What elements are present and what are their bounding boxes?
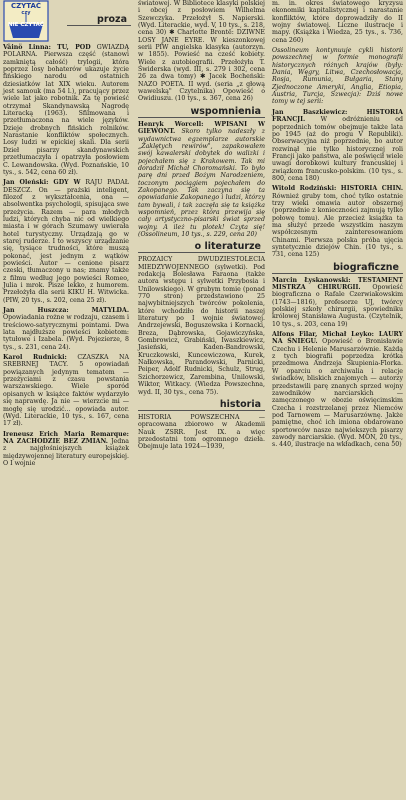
article-worcell xyxy=(138,121,265,239)
article-remarque xyxy=(3,431,129,468)
article-text: CZASZKA NA SREBRNEJ TACY. 5 opowiadań powiązanych jedynym tematem — przeżyciami z czasu powstania warszawskiego. Wiele sporód opisanych w książce faktów wydarzyło się naprawdę. Ja nie — wierzcie mi — mogłę się urodzić... opowiada autor. (Wyd. Literackie, 10 tys., s. 167, cena 17 zł). xyxy=(3,354,129,428)
article-lead: Jan Huszcza: MATYLDA. xyxy=(3,307,129,315)
article-text: m. in. okres światowego kryzysu ekonomiki kapitalistycznej i narastanie konfliktów, które doprowadziły do II wojny światowej. Liczne ilustracje i mapy. (Książka i Wiedza, 25 tys., s. 736, cena 260) xyxy=(272,0,403,44)
article-text: GWIAZDĄ POLARNA. Pierwsza część (stanowi zamkniętą całość) trylogii, która poprzez losy bohaterów ukazuje życie fińskiego narodu od ostatnich dziesiatków lat XIX wieku. Autorem jest samouk (ma 54 l.), pracujący przez wiele lat jako robotnik. Za tę powieść otrzymał Skandynawską Nagrodę Literacką (1963). Sfilmowana i przetłumaczona na wiele języków. Dzieje drobnych fińskich rolników. Narastanie konfliktów społecznych. Losy ludzi w epickiej skali. Dla serii Dzieł pisarzy skandynawskich przetłumaczyła i opatrzyła posłowiem C. Lewandowska. (Wyd. Poznańskie, 10 tys., s. 542, cena 60 zł). xyxy=(3,44,129,176)
article-text: Również gruby tom, choć tylko ostatnie trzy wieki omawia autor obszernej (poprzednie z konieczności zajmują tylko połowę tomu). Ale przecież książka ta ma służyć przede wszystkim naszym współczesnym zainteresowaniom Chinami. Pierwsza polska próba ujęcia syntetycznie dziejów Chin. (10 tys., s. 731, cena 125) xyxy=(272,192,403,259)
article-lead: Jan Oleński: GDY W xyxy=(3,179,81,187)
article-lead: Marcin Łyskanowski: TESTAMENT MISTRZA CHIRURGII. xyxy=(272,276,403,292)
article-baszkiewicz xyxy=(272,109,403,182)
article-rudnicki xyxy=(3,354,129,427)
article-linna xyxy=(3,44,129,176)
article-lead: Alfons Filar, Michał Leyko: LAURY NA ŚNIEGU. xyxy=(272,331,403,346)
section-heading-proza xyxy=(67,13,131,26)
article-text: HISTORIA POWSZECHNA — opracowana zbiorowo w Akademii Nauk ZSRR. Jest IX. a więc przedostatni tom ogromnego dzieła. Obejmuje lata 1924—1939, xyxy=(138,413,265,451)
section-heading-o-literaturze xyxy=(138,240,265,253)
article-ossolineum xyxy=(272,47,403,106)
article-historia-powszechna xyxy=(138,414,265,451)
article-olenski xyxy=(3,179,129,304)
section-label: wspomnienia xyxy=(190,105,261,117)
article-huszcza xyxy=(3,307,129,351)
article-lead: Väinö Linna: TU, POD xyxy=(3,44,91,51)
column-middle xyxy=(138,0,265,451)
section-label: o literaturze xyxy=(194,241,261,253)
section-heading-historia xyxy=(138,398,265,411)
article-text: światowej. W Bibliotece klasyki polskiej i obcej z posłowiem Wilhelma Szewczyka. Przełożył S. Napierski. (Wyd. Literackie, wyd. V, 10 tys., s. 218, cena 30) ✱ Charlotte Brontë: DZIWNE LOSY JANE EYRE. W kieszonkowej serii PIW angielska klasyka (autorzyn. w 1855). Powieść na cześć kobiety. Wiele z autobiografii. Przełożyła T. Świderska (wyd. III, s. 279 i 302, cena 26 za dwa tomy) ✱ Jacek Bocheński: NAZO POETA. II wyd. (seria „z głową wawelską" Czytelnika) Opowieść o Owidiuszu. (10 tys., s. 367, cena 26) xyxy=(138,0,265,103)
logo-line3: NIE CZYTAĆ xyxy=(8,22,44,28)
logo-text xyxy=(6,2,46,29)
column-right xyxy=(272,0,403,449)
article-text: Skoro tylko nadeszły z wydawnictwa egzemplarze autorskie „Zaklętych rewirów", zapakowałem swój kawalerski dobytek do walizki i pojechałem się z Krakowem. Tak mi doradził Michał Choromański. To było parę dni przed Bożym Narodzeniem, toczonym pociągiem pojechałem do Zakopanego. Tak zaczyna się ta opowiadanie Zakopanego i ludzi, którzy tam bywali, i tak zaczęła się ta książka wspomnień, przez która przewija się cały artystyczno-pisarski świat sprzed wojny. A ileż tu plotek! Czyta się! (Ossolineum, 10 tys., s. 229, cena 20) xyxy=(138,128,265,238)
article-text: RAJU PADAŁ DESZCZ. On — prażski inteligent, filozof z wykształcenia, ona — absolwentka psychologii, spisująca swe przeżycia. Razem — para młodych ludzi, których chyba nic od wielkiego miasta i w górach Szumawy uwierała hotel turystyczny. Urządzają go w starej ruderze. I to wszyscy urządzanie się, tysiące trudności, które muszą pokonać, jest jednym z wątków powieści. Autor — cenione pisarz czeski, tłumaczony u nas; znamy także z filmu według jego powieści Romeo, Julia i mrok. Pisze lekko, z humorem. Przełożyła dla serii KIKU H. Witwicka. (PIW, 20 tys., s. 202, cena 25 zł). xyxy=(3,179,129,304)
article-lyskanowski xyxy=(272,277,403,328)
article-lead: Witold Rodziński: HISTORIA CHIN. xyxy=(272,185,403,193)
article-historia-cont xyxy=(272,0,403,44)
article-lead: Ossolineum kontynuuje cykli historii powszechnej w formie monografii historycznych różnych krajów (były: Dania, Węgry, Litwa, Czechosłowacja, Rosja, Rumunia, Bułgaria, Stany Zjednoczone Ameryki, Anglia, Etiopia, Austria, Turcja, Szwecja): Dziś nowe tomy w tej serii: xyxy=(272,47,403,106)
article-text: PROZAICY DWUDZIESTOLECIA MIEDZYWOJENNEGO (sylwetki). Pod redakcją Bolesława Faraona (także autora wstępu i sylwetki Przybosia i Unilowskiego). W grubym tomie (ponad 770 stron) przedstawiono 25 najwybitniejszych twórców pokolenia, które wchodziło do historii naszej literatury po I wojnie światowej. Andrzejewski, Boguszewska i Kornacki, Breza, Dąbrowska, Gojawiczyńska, Gombrowicz, Grabiński, Iwaszkiewicz, Jasieński, Kaden-Bandrowski, Kruczkowski, Kuncewiczowa, Kurek, Nałkowska, Parandowski, Parnicki, Peiper, Adolf Rudnicki, Schulz, Strug, Szichorzewicz, Zarembina, Unilowski, Wiktor, Witkacy. (Wiedza Powszechna, wyd. II, 30 tys., cena 75). xyxy=(138,256,265,396)
article-filar-leyko xyxy=(272,331,403,449)
article-text: Opowieść o Bronisławie Czechu i Helenie Marusarzównie. Każdą z tych biografii poprzedza krótka przedmowa Andrzeja Skupienia-Florka. W oparciu o archiwalia i relacje świadków, bliskich znajomych — autorzy przedstawili parę znanych sprzed wojny zawodników narciarskich — zamęczonego w obozie oświęcimskim Czecha i rozstrzelanej przez Niemców pod Tarnowem — Marusarzównę. Jakże pamiętne, choć ich imiona obdarowano sportowców nasze najwiekszych pisarzy zawody narciarskie. (Wyd. MON, 20 tys., s. 440, ilustracje na wkładkach, cena 50) xyxy=(272,338,403,449)
section-label: proza xyxy=(97,14,127,25)
article-text: Jedna z najgłośniejszych książek międzywojennej literatury europejskiej. O I wojnie xyxy=(3,437,129,467)
article-prozaicy xyxy=(138,256,265,396)
logo-line1: CZYTAĆ xyxy=(10,2,42,10)
article-text: Opowiadania rożne w rodzaju, czasem i treściowo-satyrycznymi pointami. Dwa lata najdłuższe powieści kobietom: tytułowe i Izabela. (Wyd. Pojezierze, 8 tys., s. 231, cena 24). xyxy=(3,314,129,351)
section-heading-biograficzne xyxy=(272,261,403,274)
article-lead: Ireneusz Erich Maria Remarque: NA ZACHODZIE BEZ ZMIAN. xyxy=(3,430,129,445)
column-left-body xyxy=(3,44,129,467)
section-label: biograficzne xyxy=(333,261,399,273)
article-lead: Karol Rudnicki: xyxy=(3,354,67,362)
logo-line2: czy xyxy=(21,10,31,16)
article-rodzinski xyxy=(272,185,403,258)
article-lead: Henryk Worcell: WPISANI W GIEWONT. xyxy=(138,120,265,136)
article-text: Opowieść biograficzna o Rafale Czerwiakowskim (1743—1816), profesorze UJ, twórcy polskiej szkoły chirurgii, spowiedniku królowej Stanisława Augusta. (Czytelnik, 10 tys., s. 203, cena 19) xyxy=(272,284,403,328)
section-heading-wspomnienia xyxy=(138,105,265,118)
article-lead: Jan Baszkiewicz: HISTORIA FRANCJI. xyxy=(272,108,403,124)
article-text: W odróżnieniu od poprzednich tomów obejmuje także lata po 1945 (aż do progu V Republiki). Obserwacyjna niż poprzednie, bo autor rozwinął nie tylko historycznej roli Francji jako państwa, ale poświęcił wiele uwagi dorobkowi kultury francuskiej i związkom francusko-polskim. (10 tys., s. 800, cena 180) xyxy=(272,116,403,182)
article-classics xyxy=(138,0,265,103)
section-label: historia xyxy=(219,398,261,410)
